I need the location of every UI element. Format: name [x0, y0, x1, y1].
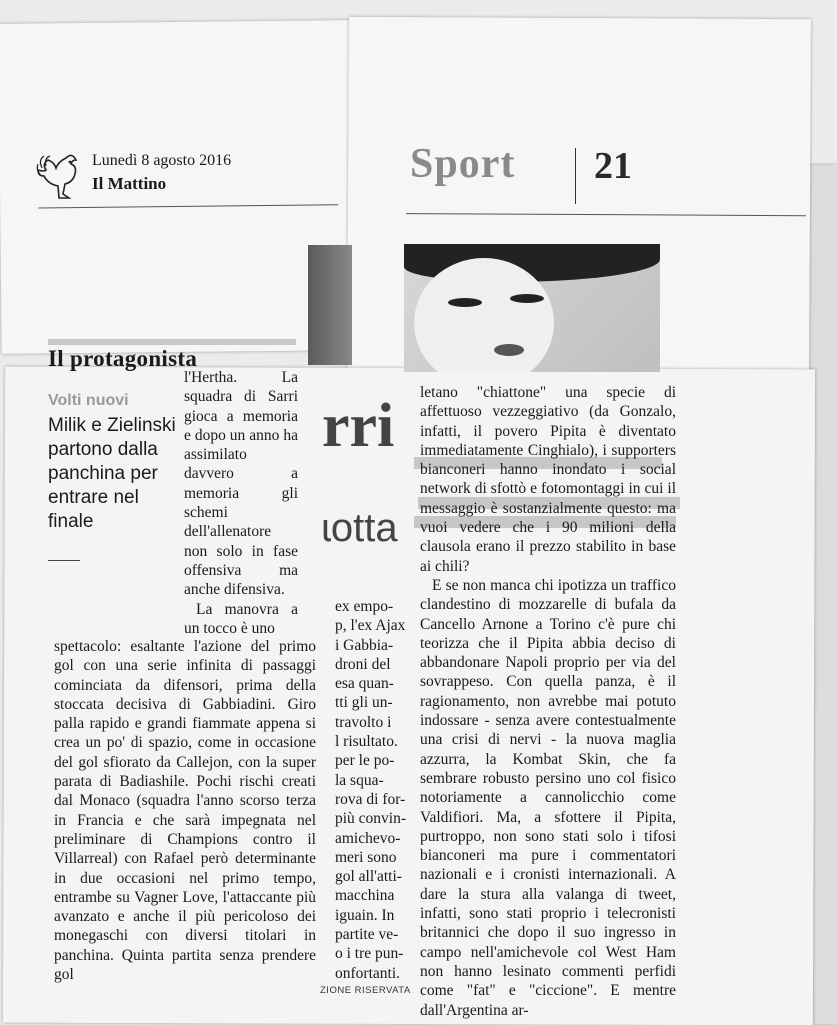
text-fragment-line: p, l'ex Ajax: [335, 617, 406, 635]
article-column-b: [54, 637, 316, 984]
newspaper-name: Il Mattino: [92, 174, 167, 193]
article-column-d: [420, 383, 676, 1020]
sidebar-title: Milik e Zielinski partono dalla panchina per entrare nel finale: [48, 415, 176, 532]
text-fragment-line: la squa-: [335, 771, 384, 789]
text-fragment-line: per le po-: [335, 752, 395, 770]
paragraph: E se non manca chi ipotizza un traffico clandestino di mozzarelle di bufala da Cancello Arnone a Torino c'è pure chi teorizza che il Pipita abbia deciso di abbandonare Napoli proprio per via del sovrappeso. Con quella panza, è il ragionamento, non avrebbe mai potuto indossare - senza avere contestualmente una crisi di nervi - la nuova maglia azzurra, la Kombat Skin, che fa sembrare robusto persino uno col fisico notoriamente a cannolicchio come Valdifiori. Ma, a sfottere il Pipita, purtroppo, non sono stati solo i tifosi bianconeri ma pure i commentatori nazionali e i cronisti internazionali. A dare la stura alla valanga di tweet, infatti, sono stati proprio i telecronisti britannici che dopo il suo ingresso in campo nell'amichevole col West Ham non hanno lesinato commenti perfidi come "fat" e "ciccione". E mentre dall'Argentina ar-: [420, 576, 676, 1019]
text-fragment-line: l risultato.: [335, 733, 398, 751]
article-column-c: [335, 597, 411, 983]
sidebar-box: [48, 392, 178, 561]
kicker-rule: [48, 339, 296, 345]
text-fragment-line: droni del: [335, 655, 391, 673]
section-title: Sport: [410, 141, 516, 187]
text-fragment-line: meri sono: [335, 848, 397, 866]
sidebar-label: Volti nuovi: [48, 392, 129, 409]
copyright-note: ZIONE RISERVATA: [320, 985, 411, 996]
photo-fragment: [308, 245, 352, 365]
text-fragment-line: gol all'atti-: [335, 868, 402, 886]
text-fragment-line: esa quan-: [335, 675, 394, 693]
masthead-rule: [38, 204, 338, 208]
text-fragment-line: macchina: [335, 887, 395, 905]
text-fragment-line: travolto i: [335, 713, 392, 731]
sidebar-dash: [48, 560, 80, 561]
text-fragment-line: tti gli un-: [335, 694, 393, 712]
paragraph: spettacolo: esaltante l'azione del primo gol con una serie infinita di passaggi cominciata da difensori, prima della stoccata decisiva di Gabbiadini. Giro palla rapido e grandi fiammate appena si crea un po' di spazio, come in occasione del gol sfiorato da Callejon, con la super parata di Badiashile. Pochi rischi creati dal Monaco (squadra l'anno scorso terza in Francia e che sarà impegnata nel preliminare di Champions contro il Villarreal) con Rafael però determinante in due occasioni nel primo tempo, entrambe su Vagner Love, l'attaccante più avanzato e anche il più pericoloso dei monegaschi con diversi titolari in panchina. Quinta partita senza prendere gol: [54, 638, 316, 984]
rooster-logo-icon: [36, 152, 84, 204]
header-divider: [575, 148, 576, 204]
text-fragment-line: i Gabbia-: [335, 636, 394, 654]
text-fragment-line: o i tre pun-: [335, 945, 404, 963]
paragraph: letano "chiattone" una specie di affettuoso vezzeggiativo (da Gonzalo, infatti, il povero Pipita è diventato immediatamente Cinghialo), i supporters bianconeri hanno inondato i social network di sfottò e fotomontaggi in cui il messaggio è sostanzialmente questo: ma vuoi vedere che i 90 milioni della clausola erano il prezzo stabilito in base ai chili?: [420, 384, 676, 575]
text-fragment-line: onfortanti.: [335, 964, 400, 982]
text-fragment-line: iguain. In: [335, 906, 395, 924]
text-fragment-line: amichevo-: [335, 829, 401, 847]
text-fragment-line: ex empo-: [335, 598, 394, 615]
text-fragment-line: rova di for-: [335, 790, 406, 808]
text-fragment-line: più convin-: [335, 810, 407, 828]
paragraph: l'Hertha. La squadra di Sarri gioca a memoria e dopo un anno ha assimilato davvero a memoria gli schemi dell'allenatore non solo in fase offensiva ma anche difensiva.: [184, 369, 298, 599]
headline-fragment: rri: [322, 392, 395, 460]
deck-fragment: ɩotta: [322, 506, 398, 550]
paragraph: La manovra a un tocco è uno: [184, 600, 298, 637]
page-number: 21: [594, 145, 632, 187]
section-rule: [406, 213, 806, 216]
issue-date: Lunedì 8 agosto 2016: [92, 152, 232, 169]
text-fragment-line: partite ve-: [335, 926, 399, 944]
article-column-a: [184, 368, 298, 638]
player-photo: [404, 244, 660, 372]
kicker: Il protagonista: [48, 346, 198, 371]
